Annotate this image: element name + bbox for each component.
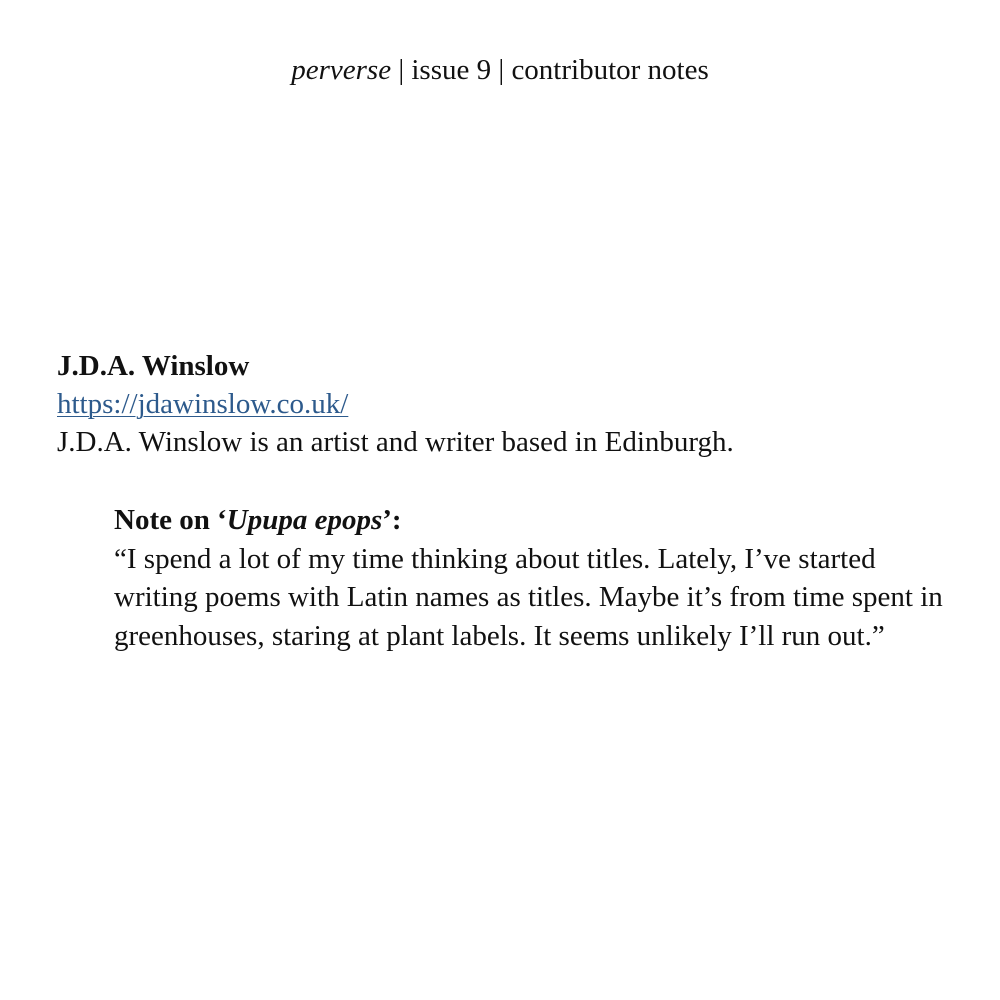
page-header [0, 52, 1000, 88]
contributor-bio: J.D.A. Winslow is an artist and writer based in Edinburgh. [57, 426, 734, 458]
contributor-name: J.D.A. Winslow [57, 350, 250, 382]
note-heading-prefix: Note on ‘ [114, 504, 227, 536]
issue-label: issue 9 [411, 54, 492, 86]
contributor-website-link[interactable]: https://jdawinslow.co.uk/ [57, 388, 349, 420]
header-separator: | [391, 54, 412, 86]
note-body: “I spend a lot of my time thinking about titles. Lately, I’ve started writing poems with Latin names as titles. Maybe it’s from time spent in greenhouses, staring at plant labels. It seems unlikely I’ll run out.” [114, 542, 943, 652]
note-heading-suffix: ’: [382, 504, 402, 536]
contributor-note [114, 501, 954, 655]
contributor-entry [57, 347, 957, 461]
magazine-title: perverse [291, 54, 392, 86]
note-work-title: Upupa epops [226, 504, 383, 536]
note-heading [114, 501, 954, 540]
section-label: contributor notes [511, 54, 709, 86]
header-separator: | [491, 54, 512, 86]
